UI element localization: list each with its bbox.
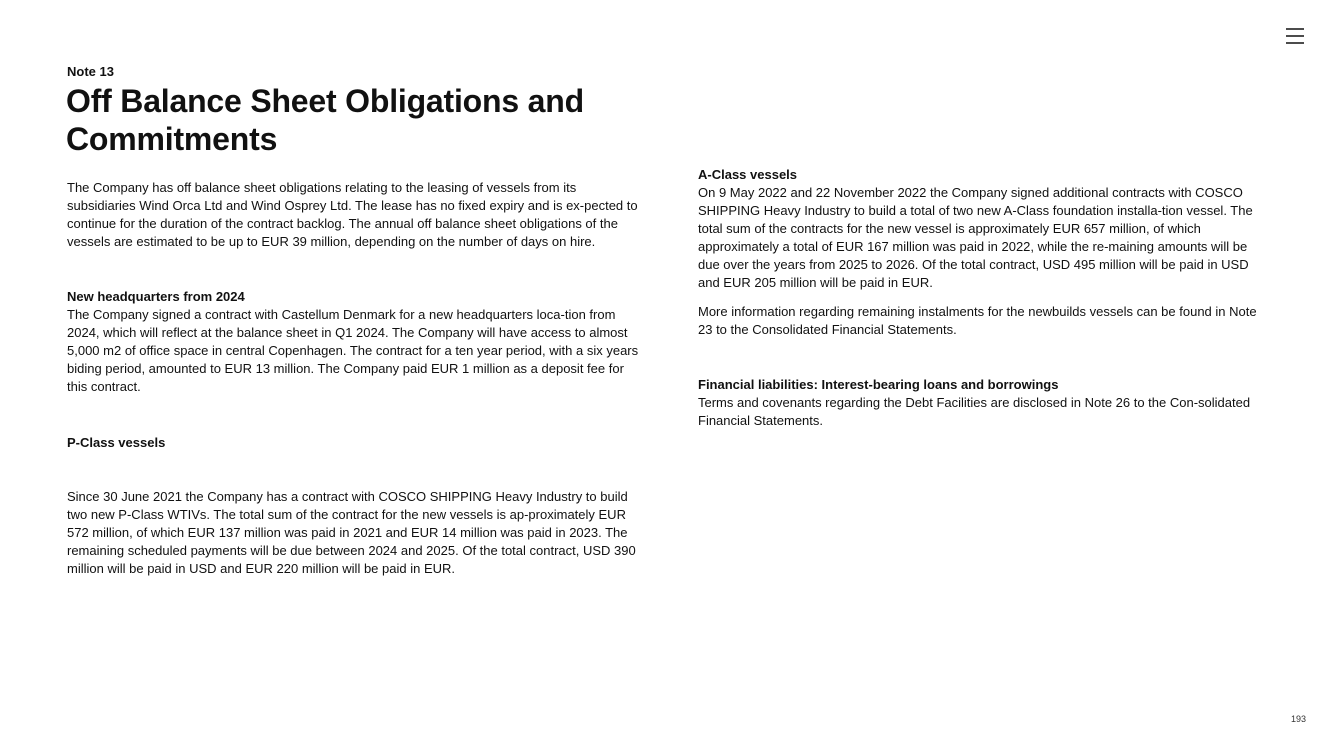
pclass-heading: P-Class vessels: [67, 435, 166, 450]
intro-paragraph: The Company has off balance sheet obligations relating to the leasing of vessels from its subsidiaries Wind Orca Ltd and Wind Osprey Ltd. The lease has no fixed expiry and is ex-pected to continue for the duration of the contract backlog. The annual off balance sheet obligations of the vessels are estimated to be up to EUR 39 million, depending on the number of days on hire.: [67, 180, 638, 249]
note-label: Note 13: [67, 64, 114, 79]
financial-liabilities-paragraph: Terms and covenants regarding the Debt Facilities are disclosed in Note 26 to the Con-solidated Financial Statements.: [698, 395, 1251, 428]
right-column: [698, 166, 1260, 430]
financial-liabilities-heading: Financial liabilities: Interest-bearing loans and borrowings: [698, 377, 1059, 392]
aclass-paragraph: On 9 May 2022 and 22 November 2022 the Company signed additional contracts with COSCO SHIPPING Heavy Industry to build a total of two new A-Class foundation installa-tion vessel. The total sum of the contracts for the new vessel is approximately EUR 657 million, of which approximately a total of EUR 167 million was paid in 2022, while the re-maining amounts will be due over the years from 2025 to 2026. Of the total contract, USD 495 million will be paid in USD and EUR 205 million will be paid in EUR.: [698, 185, 1253, 290]
page-title: Off Balance Sheet Obligations and Commitments: [66, 83, 584, 157]
pclass-paragraph: Since 30 June 2021 the Company has a contract with COSCO SHIPPING Heavy Industry to build two new P-Class WTIVs. The total sum of the contract for the new vessels is ap-proximately EUR 572 million, of which EUR 137 million was paid in 2021 and EUR 14 million was paid in 2023. The remaining scheduled payments will be due between 2024 and 2025. Of the total contract, USD 390 million will be paid in USD and EUR 220 million will be paid in EUR.: [67, 489, 636, 576]
more-info-paragraph: More information regarding remaining instalments for the newbuilds vessels can be found in Note 23 to the Consolidated Financial Statements.: [698, 304, 1257, 337]
hq-heading: New headquarters from 2024: [67, 289, 245, 304]
left-column: [67, 179, 639, 578]
hq-paragraph: The Company signed a contract with Castellum Denmark for a new headquarters loca-tion from 2024, which will reflect at the balance sheet in Q1 2024. The Company will have access to almost 5,000 m2 of office space in central Copenhagen. The contract for a ten year period, with a six years biding period, amounted to EUR 13 million. The Company paid EUR 1 million as a deposit fee for this contract.: [67, 307, 639, 394]
hamburger-menu-icon[interactable]: [1285, 26, 1305, 46]
page-number: 193: [1291, 714, 1307, 724]
aclass-heading: A-Class vessels: [698, 167, 798, 182]
